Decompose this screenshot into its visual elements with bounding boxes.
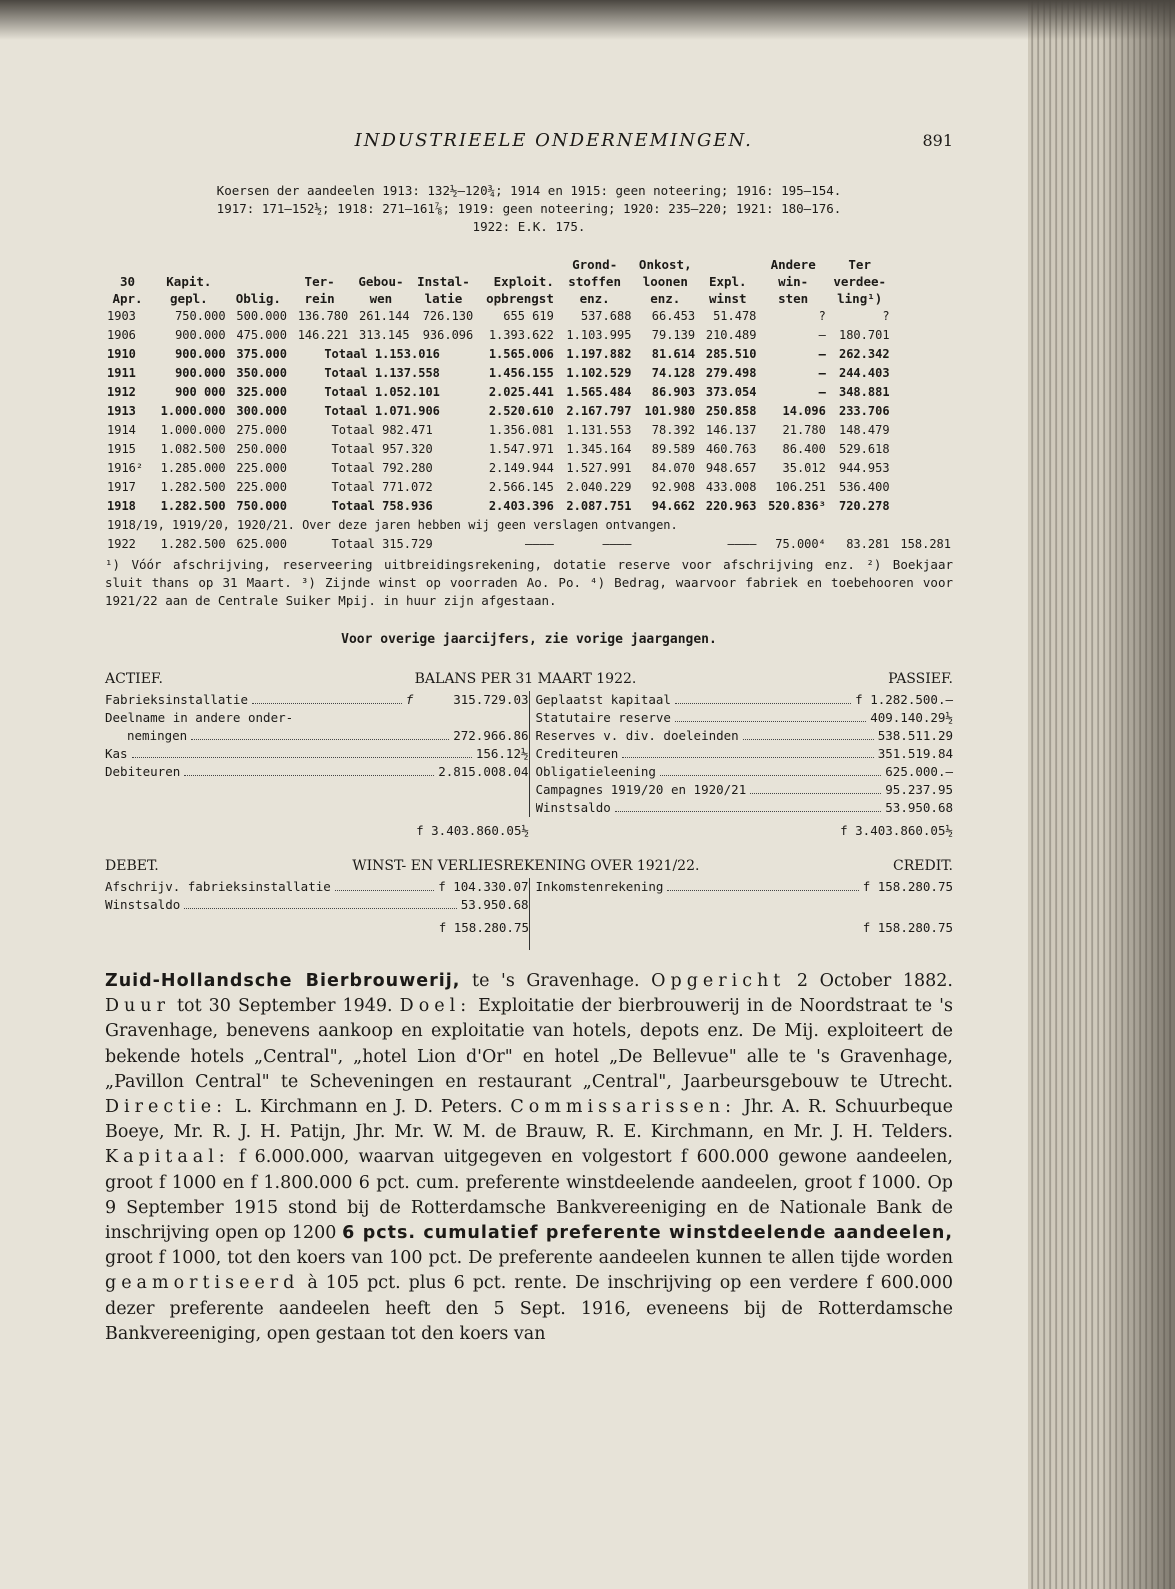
table-cell: 348.881 <box>838 385 890 399</box>
column-header: verdee- <box>833 274 887 289</box>
ledger-row <box>536 709 954 727</box>
leader-dots <box>184 763 434 776</box>
balance-sheet <box>105 691 953 817</box>
leader-dots <box>252 691 402 704</box>
table-cell: 1911 <box>107 366 136 380</box>
ledger-value: 95.237.95 <box>885 782 953 797</box>
running-header <box>105 130 953 160</box>
table-cell: 1.345.164 <box>566 442 632 456</box>
column-header: enz. <box>579 291 610 306</box>
table-cell: 279.498 <box>705 366 757 380</box>
entry-text: à 105 pct. plus 6 pct. rente. De inschrijving op een verdere f 600.000 dezer preferente aandeelen heeft den 5 Sept. 1916, eveneens bij de Rotterdamsche Bankvereeniging, open gestaan tot den koers van <box>105 1273 953 1344</box>
ledger-label: Crediteuren <box>535 746 619 761</box>
table-cell: Totaal 771.072 <box>331 480 433 494</box>
table-cell: 1915 <box>107 442 136 456</box>
table-cell: 900.000 <box>175 328 226 342</box>
table-cell: 220.963 <box>705 499 757 513</box>
table-header-row <box>105 273 953 290</box>
table-cell: Totaal 315.729 <box>331 537 433 551</box>
table-cell: 106.251 <box>775 480 826 494</box>
table-cell: 21.780 <box>782 423 826 437</box>
koersen-line: 1922: E.K. 175. <box>472 219 586 234</box>
table-cell: — <box>818 385 826 399</box>
column-header: Oblig. <box>235 291 281 306</box>
spaced-label: Commissarissen: <box>510 1097 736 1118</box>
column-header: winst <box>708 291 747 306</box>
table-cell: 460.763 <box>705 442 757 456</box>
ledger-value: f 1.282.500.— <box>855 692 953 707</box>
results-table <box>105 256 953 554</box>
column-header <box>228 273 289 290</box>
column-header: Grond- <box>572 257 618 272</box>
company-name: Zuid-Hollandsche Bierbrouwerij, <box>105 971 461 991</box>
leader-dots <box>335 878 434 891</box>
ledger-value: 409.140.29½ <box>870 710 953 725</box>
ledger-value: f 158.280.75 <box>862 879 953 894</box>
credit-column <box>529 878 954 950</box>
ledger-label: Reserves v. div. doeleinden <box>535 728 739 743</box>
table-cell: 944.953 <box>838 461 890 475</box>
column-header: loonen <box>642 274 688 289</box>
table-cell: 78.392 <box>651 423 696 437</box>
table-cell: 285.510 <box>705 347 757 361</box>
table-cell: Totaal 1.052.101 <box>324 385 440 399</box>
table-cell: 92.908 <box>651 480 696 494</box>
table-cell: 1.527.991 <box>566 461 632 475</box>
table-cell: 250.000 <box>236 442 287 456</box>
table-cell: 1.197.882 <box>566 347 632 361</box>
total-debet: f 158.280.75 <box>438 920 529 935</box>
table-cell: Totaal 957.320 <box>331 442 433 456</box>
table-cell: 936.096 <box>422 328 474 342</box>
entry-text: f 6.000.000, waarvan uitgegeven en volgestort f 600.000 gewone aandeelen, groot f 1000 en f 1.800.000 6 pct. cum. preferente winstdeelende aandeelen, groot f 1000. Op 9 September 1915 stond bij de Rotterdamsche Bankvereeniging en de Nationale Bank de inschrijving open op 1200 <box>105 1147 953 1244</box>
table-cell: — <box>818 347 826 361</box>
table-row <box>105 307 953 326</box>
ledger-label: Statutaire reserve <box>535 710 671 725</box>
profit-loss-heading <box>105 858 953 874</box>
leader-dots <box>750 781 881 794</box>
table-cell: ———— <box>524 537 554 551</box>
column-header: Apr. <box>112 291 143 306</box>
leader-dots <box>675 709 866 722</box>
ledger-row <box>536 691 954 709</box>
ledger-label: Fabrieksinstallatie <box>105 692 248 707</box>
passief-label: PASSIEF. <box>888 671 953 687</box>
table-cell: 720.278 <box>838 499 890 513</box>
column-header: Kapit. <box>166 274 212 289</box>
company-entry <box>105 969 953 1347</box>
table-cell: ? <box>818 309 826 323</box>
column-header: rein <box>304 291 335 306</box>
actief-label: ACTIEF. <box>105 671 163 687</box>
ledger-label: Campagnes 1919/20 en 1920/21 <box>535 782 747 797</box>
table-cell: 1.393.622 <box>488 328 554 342</box>
leader-dots <box>615 799 882 812</box>
table-cell: 1.282.500 <box>160 480 226 494</box>
table-cell: 1913 <box>107 404 136 418</box>
share-prices <box>105 182 953 236</box>
table-cell: 1.547.971 <box>488 442 554 456</box>
column-header: latie <box>424 291 463 306</box>
column-header <box>105 256 150 273</box>
entry-text: te 's Gravenhage. <box>460 971 652 991</box>
table-cell: 74.128 <box>651 366 696 380</box>
table-cell: 225.000 <box>236 461 287 475</box>
koersen-line: Koersen der aandeelen 1913: 132½—120¾; 1914 en 1915: geen noteering; 1916: 195—154. <box>216 183 842 198</box>
profit-loss-title: WINST- EN VERLIESREKENING OVER 1921/22. <box>352 858 700 874</box>
table-cell: 261.144 <box>359 309 410 323</box>
ledger-value: 538.511.29 <box>877 728 953 743</box>
entry-text: L. Kirchmann en J. D. Peters. <box>227 1097 511 1118</box>
table-cell: 1.356.081 <box>488 423 554 437</box>
ledger-row <box>105 691 529 709</box>
table-cell: 101.980 <box>644 404 696 418</box>
table-row <box>105 345 953 364</box>
table-cell: 1.565.484 <box>566 385 632 399</box>
table-row <box>105 497 953 516</box>
column-header: Ter <box>848 257 871 272</box>
credit-label: CREDIT. <box>893 858 953 874</box>
running-title: INDUSTRIEELE ONDERNEMINGEN. <box>354 130 753 151</box>
table-cell: 244.403 <box>838 366 890 380</box>
footnote-text: ¹) Vóór afschrijving, reserveering uitbreidingsrekening, dotatie reserve voor afschrijving enz. ²) Boekjaar sluit thans op 31 Maart. ³) Zijnde winst op voorraden Ao. Po. ⁴) Bedrag, waarvoor fabriek en toebehooren voor 1921/22 aan de Centrale Suiker Mpij. in huur zijn afgestaan. <box>105 557 953 608</box>
table-cell: 210.489 <box>705 328 757 342</box>
column-header: opbrengst <box>486 291 554 306</box>
table-cell: 180.701 <box>838 328 890 342</box>
table-cell: ———— <box>602 537 632 551</box>
column-header: Expl. <box>708 274 747 289</box>
table-cell: 475.000 <box>236 328 287 342</box>
column-header <box>350 256 411 273</box>
ledger-label: Obligatieleening <box>535 764 656 779</box>
table-cell: 94.662 <box>651 499 696 513</box>
ledger-value: 53.950.68 <box>460 897 529 912</box>
profit-loss-totals <box>105 920 953 935</box>
total-actief: f 3.403.860.05½ <box>416 823 529 838</box>
table-row <box>105 383 953 402</box>
table-cell: 1.131.553 <box>566 423 632 437</box>
table-cell: 2.520.610 <box>488 404 554 418</box>
profit-loss-account <box>105 878 953 950</box>
table-cell: 1.285.000 <box>160 461 226 475</box>
column-header: ling¹) <box>837 291 883 306</box>
table-cell: 79.139 <box>651 328 696 342</box>
table-cell: 84.070 <box>651 461 696 475</box>
table-cell: 35.012 <box>782 461 826 475</box>
ledger-row <box>536 745 954 763</box>
table-cell: 1914 <box>107 423 136 437</box>
table-cell: Totaal 1.137.558 <box>324 366 440 380</box>
table-cell: ? <box>882 309 890 323</box>
leader-dots <box>191 727 449 740</box>
ledger-row <box>105 763 529 781</box>
entry-text: 2 October 1882. <box>785 971 953 991</box>
total-credit: f 158.280.75 <box>862 920 953 935</box>
table-cell: 900.000 <box>175 366 226 380</box>
ledger-label: Winstsaldo <box>535 800 611 815</box>
table-cell: 86.903 <box>651 385 696 399</box>
ledger-value: 315.729.03 <box>453 692 529 707</box>
ledger-label: Debiteuren <box>105 764 181 779</box>
spaced-label: geamortiseerd <box>105 1273 300 1294</box>
balance-title: BALANS PER 31 MAART 1922. <box>414 671 637 687</box>
table-cell: 14.096 <box>782 404 826 418</box>
table-cell: 2.167.797 <box>566 404 632 418</box>
table-cell: 1906 <box>107 328 136 342</box>
table-row <box>105 326 953 345</box>
koersen-line: 1917: 171—152½; 1918: 271—161⅞; 1919: geen noteering; 1920: 235—220; 1921: 180—176. <box>216 201 842 216</box>
table-cell: 146.137 <box>705 423 757 437</box>
table-cell: 2.149.944 <box>488 461 554 475</box>
column-header: 30 <box>120 274 136 289</box>
column-header: enz. <box>650 291 681 306</box>
page-number: 891 <box>922 131 953 150</box>
table-cell: 325.000 <box>236 385 287 399</box>
see-previous-note: Voor overige jaarcijfers, zie vorige jaargangen. <box>341 632 717 647</box>
table-cell: Totaal 758.936 <box>331 499 433 513</box>
spaced-label: Doel: <box>399 996 472 1017</box>
leader-dots <box>622 745 873 758</box>
spaced-label: Opgericht <box>651 971 786 991</box>
column-header: Andere <box>770 257 816 272</box>
ledger-label: Afschrijv. fabrieksinstallatie <box>105 879 331 894</box>
table-cell: 520.836³ <box>768 499 826 513</box>
ledger-row <box>536 781 954 799</box>
ledger-row <box>105 878 529 896</box>
leader-dots <box>675 691 851 704</box>
table-cell: Totaal 982.471 <box>331 423 433 437</box>
column-header: win- <box>778 274 809 289</box>
table-cell: 250.858 <box>705 404 757 418</box>
column-header: Ter- <box>304 274 335 289</box>
page-content <box>105 130 953 1347</box>
table-cell: Totaal 1.071.906 <box>324 404 440 418</box>
table-cell: Totaal 1.153.016 <box>324 347 440 361</box>
column-header <box>697 256 758 273</box>
passief-column <box>529 691 954 817</box>
total-passief: f 3.403.860.05½ <box>840 823 953 838</box>
column-header: Gebou- <box>358 274 404 289</box>
leader-dots <box>132 745 472 758</box>
table-cell: 1.082.500 <box>160 442 226 456</box>
table-cell: — <box>818 366 826 380</box>
ledger-value: 272.966.86 <box>453 728 529 743</box>
ledger-label: Deelname in andere onder- <box>105 710 294 725</box>
ledger-row <box>536 799 954 817</box>
table-cell: 81.614 <box>651 347 696 361</box>
balance-totals <box>105 823 953 838</box>
table-cell: 2.566.145 <box>488 480 554 494</box>
ledger-value: 156.12½ <box>475 746 529 761</box>
table-cell: 1.000.000 <box>160 404 226 418</box>
currency-sign: f <box>405 692 414 707</box>
table-cell: 313.145 <box>359 328 410 342</box>
table-cell: 1912 <box>107 385 136 399</box>
column-header <box>289 256 350 273</box>
column-header: Instal- <box>417 274 470 289</box>
table-cell: 537.688 <box>580 309 632 323</box>
table-row <box>105 440 953 459</box>
table-cell: 233.706 <box>838 404 890 418</box>
balance-heading <box>105 671 953 687</box>
column-header: Exploit. <box>493 274 554 289</box>
column-header: sten <box>778 291 809 306</box>
table-cell: 948.657 <box>705 461 757 475</box>
actief-column <box>105 691 529 817</box>
table-cell: 529.618 <box>838 442 890 456</box>
table-cell: 1918 <box>107 499 136 513</box>
table-cell: 900 000 <box>175 385 226 399</box>
table-cell <box>633 535 697 554</box>
table-cell: 500.000 <box>236 309 287 323</box>
column-header: gepl. <box>170 291 208 306</box>
table-cell: 1.282.500 <box>160 499 226 513</box>
column-header <box>412 256 476 273</box>
debet-label: DEBET. <box>105 858 159 874</box>
table-cell: 1903 <box>107 309 136 323</box>
bold-phrase: 6 pcts. cumulatief preferente winstdeelende aandeelen, <box>342 1223 953 1244</box>
table-cell: 655 619 <box>503 309 554 323</box>
table-cell: 1916² <box>107 461 144 475</box>
page-edges-shadow <box>1100 0 1175 1589</box>
ledger-row <box>105 727 529 745</box>
table-cell: ———— <box>727 537 757 551</box>
ledger-label: Kas <box>105 746 128 761</box>
entry-text: Jhr. A. R. Schuurbeque Boeye, Mr. R. J. H. Patijn, Jhr. Mr. W. M. de Brauw, R. E. Kirchmann, en Mr. J. H. Telders. <box>105 1097 954 1143</box>
table-cell: 900.000 <box>175 347 226 361</box>
table-cell: 433.008 <box>705 480 757 494</box>
table-cell: 1.103.995 <box>566 328 632 342</box>
leader-dots <box>667 878 858 891</box>
table-cell: 300.000 <box>236 404 287 418</box>
entry-text: Exploitatie der bierbrouwerij in de Noordstraat te 's Gravenhage, benevens aankoop en exploitatie van hotels, depots enz. De Mij. exploiteert de bekende hotels „Central", „hotel Lion d'Or" en hotel „De Bellevue" alle te 's Gravenhage, „Pavillon Central" te Scheveningen en restaurant „Central", Jaarbeursgebouw te Utrecht. <box>105 996 953 1092</box>
table-cell: 136.780 <box>297 309 349 323</box>
table-cell: 2.403.396 <box>488 499 554 513</box>
table-cell: 750.000 <box>175 309 226 323</box>
table-cell: 89.589 <box>651 442 696 456</box>
table-cell: 625.000 <box>236 537 287 551</box>
column-header <box>228 256 289 273</box>
table-note-row <box>105 516 953 535</box>
footnotes <box>105 556 953 610</box>
spaced-label: Duur <box>105 996 170 1017</box>
leader-dots <box>660 763 881 776</box>
table-cell: 2.040.229 <box>566 480 632 494</box>
column-header: stoffen <box>568 274 621 289</box>
ledger-value: 625.000.— <box>885 764 953 779</box>
table-cell: 158.281 <box>900 537 951 551</box>
leader-dots <box>743 727 874 740</box>
spaced-label: Kapitaal: <box>105 1147 230 1168</box>
table-cell: Totaal 792.280 <box>331 461 433 475</box>
table-cell: 86.400 <box>782 442 826 456</box>
top-shadow <box>0 0 1175 40</box>
ledger-row <box>105 709 529 727</box>
entry-text: groot f 1000, tot den koers van 100 pct. De preferente aandeelen kunnen te allen tijde worden <box>105 1248 953 1269</box>
ledger-label: Winstsaldo <box>105 897 181 912</box>
table-header-row <box>105 290 953 307</box>
debet-column <box>105 878 529 950</box>
table-cell: 262.342 <box>838 347 890 361</box>
table-cell: 2.087.751 <box>566 499 632 513</box>
ledger-label: nemingen <box>127 728 188 743</box>
table-cell: 375.000 <box>236 347 287 361</box>
column-header: wen <box>369 291 393 306</box>
column-header <box>475 256 556 273</box>
table-cell: 750.000 <box>236 499 287 513</box>
entry-text: tot 30 September 1949. <box>169 996 400 1017</box>
table-cell: 726.130 <box>422 309 474 323</box>
ledger-row <box>536 878 954 896</box>
ledger-value: 351.519.84 <box>877 746 953 761</box>
table-row <box>105 421 953 440</box>
ledger-label: Inkomstenrekening <box>535 879 664 894</box>
table-cell: 2.025.441 <box>488 385 554 399</box>
table-cell: 275.000 <box>236 423 287 437</box>
spaced-label: Directie: <box>105 1097 228 1118</box>
table-cell: — <box>818 328 826 342</box>
table-cell: 373.054 <box>705 385 757 399</box>
table-cell: 66.453 <box>651 309 696 323</box>
table-cell: 146.221 <box>297 328 349 342</box>
table-cell: 1.102.529 <box>566 366 632 380</box>
table-cell: 536.400 <box>838 480 890 494</box>
ledger-value: 53.950.68 <box>885 800 953 815</box>
table-cell: 350.000 <box>236 366 287 380</box>
ledger-row <box>536 727 954 745</box>
table-cell: 1910 <box>107 347 136 361</box>
ledger-value: f 104.330.07 <box>438 879 529 894</box>
table-row <box>105 402 953 421</box>
table-cell: 1922 <box>107 537 136 551</box>
table-cell: 1.000.000 <box>160 423 226 437</box>
table-row <box>105 535 953 554</box>
table-row <box>105 364 953 383</box>
table-row <box>105 459 953 478</box>
table-cell: 148.479 <box>838 423 890 437</box>
table-cell: 1.282.500 <box>160 537 226 551</box>
table-cell: 51.478 <box>713 309 757 323</box>
table-cell: 1.456.155 <box>488 366 554 380</box>
ledger-row <box>105 745 529 763</box>
table-note: 1918/19, 1919/20, 1920/21. Over deze jaren hebben wij geen verslagen ontvangen. <box>107 518 678 532</box>
leader-dots <box>184 896 457 909</box>
ledger-row <box>536 763 954 781</box>
ledger-row <box>105 896 529 914</box>
column-header: Onkost, <box>638 257 692 272</box>
column-header <box>150 256 228 273</box>
table-cell: 75.000⁴ <box>775 537 826 551</box>
table-cell: 1.565.006 <box>488 347 554 361</box>
table-cell: 225.000 <box>236 480 287 494</box>
table-cell: 83.281 <box>846 537 890 551</box>
table-cell: 1917 <box>107 480 136 494</box>
ledger-label: Geplaatst kapitaal <box>535 692 671 707</box>
ledger-value: 2.815.008.04 <box>438 764 529 779</box>
table-row <box>105 478 953 497</box>
table-header-row <box>105 256 953 273</box>
